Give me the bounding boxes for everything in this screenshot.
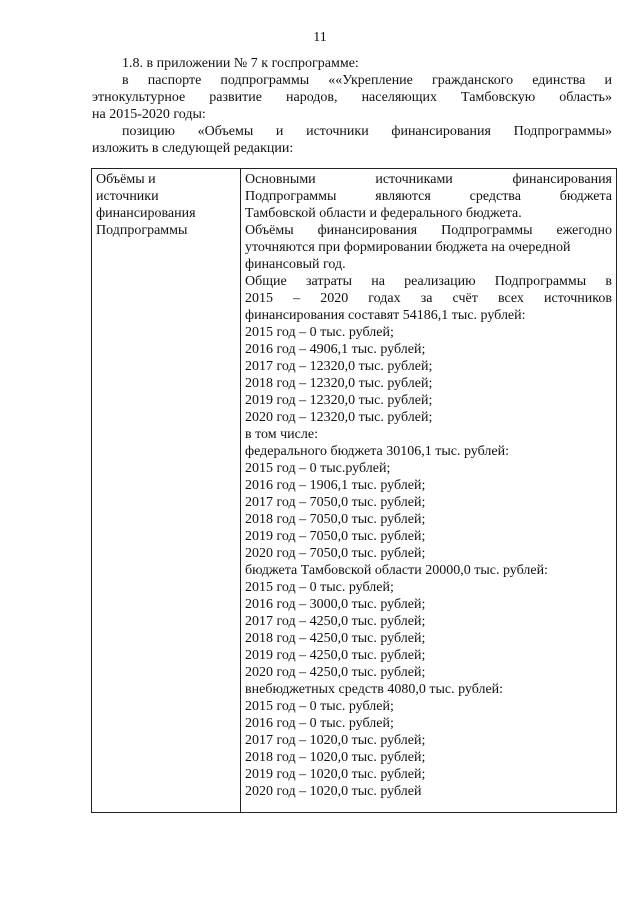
detail-line: 2020 год – 4250,0 тыс. рублей; [245, 665, 426, 680]
detail-line: 2019 год – 12320,0 тыс. рублей; [245, 393, 433, 408]
detail-line: 2018 год – 1020,0 тыс. рублей; [245, 750, 426, 765]
detail-line: 2020 год – 7050,0 тыс. рублей; [245, 546, 426, 561]
detail-line: 2020 год – 1020,0 тыс. рублей [245, 784, 422, 799]
detail-line: 2015 год – 0 тыс. рублей; [245, 699, 394, 714]
detail-line: 2020 год – 12320,0 тыс. рублей; [245, 410, 433, 425]
detail-line: 2018 год – 4250,0 тыс. рублей; [245, 631, 426, 646]
detail-line: 2017 год – 7050,0 тыс. рублей; [245, 495, 426, 510]
funding-label-cell [92, 169, 241, 813]
detail-line: 2016 год – 1906,1 тыс. рублей; [245, 478, 426, 493]
detail-line: 2016 год – 4906,1 тыс. рублей; [245, 342, 426, 357]
intro-line-1: 1.8. в приложении № 7 к госпрограмме: [122, 56, 359, 71]
detail-line: в том числе: [245, 427, 318, 442]
detail-line: 2017 год – 1020,0 тыс. рублей; [245, 733, 426, 748]
intro-line-2b: этнокультурное развитие народов, населяющих Тамбовскую область» [92, 90, 612, 105]
detail-line: 2017 год – 12320,0 тыс. рублей; [245, 359, 433, 374]
funding-table [91, 168, 617, 813]
detail-line: финансовый год. [245, 257, 346, 272]
detail-line: 2015 год – 0 тыс. рублей; [245, 580, 394, 595]
detail-line: Основными источниками финансирования [245, 172, 612, 187]
detail-line: Общие затраты на реализацию Подпрограммы в [245, 274, 612, 289]
intro-line-3a: позицию «Объемы и источники финансирования Подпрограммы» [122, 124, 612, 139]
detail-line: 2018 год – 7050,0 тыс. рублей; [245, 512, 426, 527]
detail-line: 2016 год – 0 тыс. рублей; [245, 716, 394, 731]
funding-details-cell [241, 169, 617, 813]
label-line: финансирования [96, 206, 196, 221]
page-number: 11 [313, 30, 327, 45]
intro-paragraph [92, 55, 612, 157]
detail-line: 2015 – 2020 годах за счёт всех источников [245, 291, 612, 306]
detail-line: федерального бюджета 30106,1 тыс. рублей: [245, 444, 509, 459]
detail-line: 2019 год – 1020,0 тыс. рублей; [245, 767, 426, 782]
detail-line: 2016 год – 3000,0 тыс. рублей; [245, 597, 426, 612]
detail-line: бюджета Тамбовской области 20000,0 тыс. рублей: [245, 563, 548, 578]
detail-line: Подпрограммы являются средства бюджета [245, 189, 612, 204]
detail-line: 2018 год – 12320,0 тыс. рублей; [245, 376, 433, 391]
label-line: Объёмы и [96, 172, 156, 187]
detail-line: финансирования составят 54186,1 тыс. рублей: [245, 308, 526, 323]
table-row [92, 169, 617, 813]
detail-line: Тамбовской области и федерального бюджета. [245, 206, 522, 221]
intro-line-3b: изложить в следующей редакции: [92, 141, 294, 156]
detail-line: 2015 год – 0 тыс.рублей; [245, 461, 391, 476]
detail-line: внебюджетных средств 4080,0 тыс. рублей: [245, 682, 504, 697]
detail-line: 2017 год – 4250,0 тыс. рублей; [245, 614, 426, 629]
label-line: Подпрограммы [96, 223, 188, 238]
intro-line-2c: на 2015-2020 годы: [92, 107, 206, 122]
detail-line: Объёмы финансирования Подпрограммы ежегодно [245, 223, 612, 238]
intro-line-2a: в паспорте подпрограммы ««Укрепление гражданского единства и [122, 73, 612, 88]
label-line: источники [96, 189, 159, 204]
detail-line: 2019 год – 7050,0 тыс. рублей; [245, 529, 426, 544]
detail-line: 2015 год – 0 тыс. рублей; [245, 325, 394, 340]
detail-line: уточняются при формировании бюджета на очередной [245, 240, 571, 255]
detail-line: 2019 год – 4250,0 тыс. рублей; [245, 648, 426, 663]
